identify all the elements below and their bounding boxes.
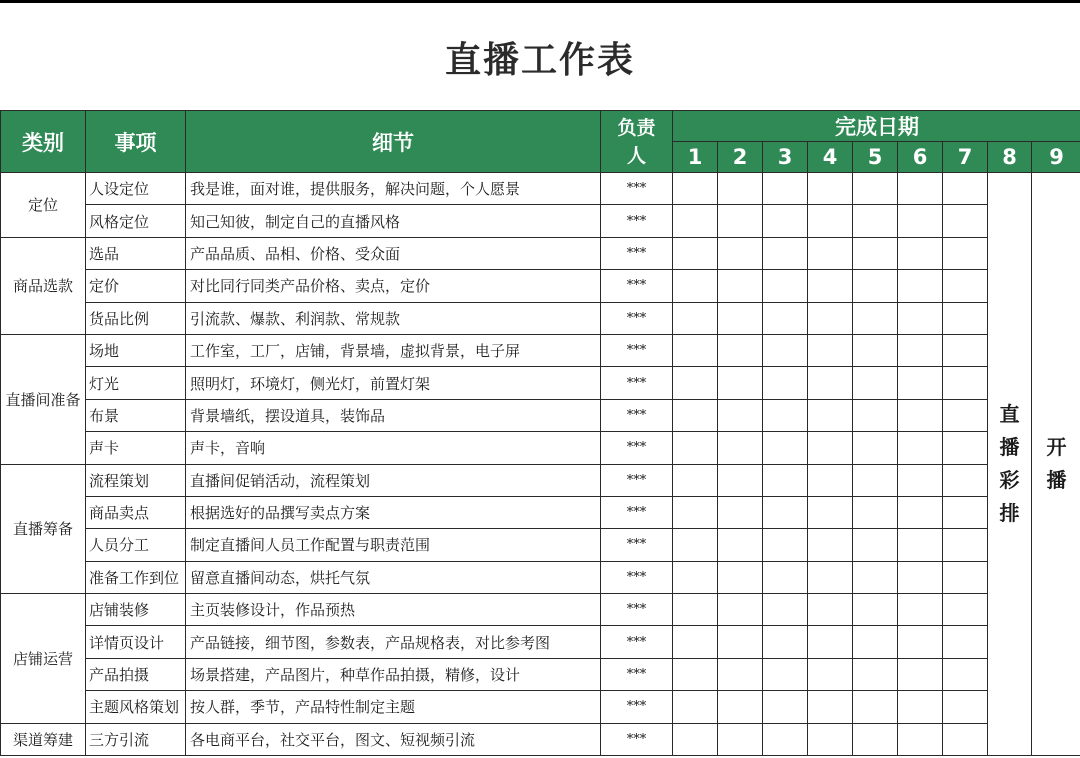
day-6-cell[interactable] <box>898 691 943 723</box>
table-row <box>1 432 1080 464</box>
table-row <box>1 529 1080 561</box>
day-6-cell[interactable] <box>898 334 943 366</box>
day-4-cell[interactable] <box>808 496 853 528</box>
owner-cell: *** <box>601 496 673 528</box>
day-4-cell[interactable] <box>808 691 853 723</box>
table-row <box>1 658 1080 690</box>
day-7-cell[interactable] <box>943 496 988 528</box>
day-7-cell[interactable] <box>943 270 988 302</box>
day-3-cell[interactable] <box>763 205 808 237</box>
day-4-cell[interactable] <box>808 205 853 237</box>
day-5-cell[interactable] <box>853 464 898 496</box>
detail-cell: 对比同行同类产品价格、卖点，定价 <box>186 270 601 302</box>
item-cell: 场地 <box>86 334 186 366</box>
owner-cell: *** <box>601 432 673 464</box>
day-3-cell[interactable] <box>763 691 808 723</box>
detail-cell: 引流款、爆款、利润款、常规款 <box>186 302 601 334</box>
item-cell: 主题风格策划 <box>86 691 186 723</box>
day-3-cell[interactable] <box>763 496 808 528</box>
day-5-cell[interactable] <box>853 270 898 302</box>
day-4-cell[interactable] <box>808 432 853 464</box>
day-7-cell[interactable] <box>943 529 988 561</box>
table-row <box>1 334 1080 366</box>
day-4-cell[interactable] <box>808 561 853 593</box>
day-6-cell[interactable] <box>898 173 943 205</box>
day-1-cell[interactable] <box>673 529 718 561</box>
owner-cell: *** <box>601 691 673 723</box>
item-cell: 选品 <box>86 237 186 269</box>
detail-cell: 留意直播间动态，烘托气氛 <box>186 561 601 593</box>
day-7-cell[interactable] <box>943 205 988 237</box>
owner-cell: *** <box>601 367 673 399</box>
rehearsal-label: 直播彩排 <box>999 402 1020 526</box>
header-completion-date: 完成日期 <box>673 111 1080 142</box>
category-cell: 店铺运营 <box>1 594 86 724</box>
day-3-cell[interactable] <box>763 399 808 431</box>
day-6-cell[interactable] <box>898 432 943 464</box>
day-5-cell[interactable] <box>853 205 898 237</box>
header-item: 事项 <box>86 111 186 173</box>
day-7-cell[interactable] <box>943 464 988 496</box>
day-2-cell[interactable] <box>718 270 763 302</box>
day-8-merged-cell <box>988 173 1032 756</box>
day-7-cell[interactable] <box>943 658 988 690</box>
table-row <box>1 302 1080 334</box>
detail-cell: 制定直播间人员工作配置与职责范围 <box>186 529 601 561</box>
day-1-cell[interactable] <box>673 237 718 269</box>
day-2-cell[interactable] <box>718 205 763 237</box>
day-1-cell[interactable] <box>673 723 718 755</box>
header-category: 类别 <box>1 111 86 173</box>
item-cell: 声卡 <box>86 432 186 464</box>
day-6-cell[interactable] <box>898 561 943 593</box>
day-3-cell[interactable] <box>763 334 808 366</box>
owner-cell: *** <box>601 626 673 658</box>
header-day-4: 4 <box>808 142 853 173</box>
owner-cell: *** <box>601 399 673 431</box>
day-7-cell[interactable] <box>943 367 988 399</box>
day-6-cell[interactable] <box>898 399 943 431</box>
day-4-cell[interactable] <box>808 367 853 399</box>
header-day-8: 8 <box>988 142 1032 173</box>
day-1-cell[interactable] <box>673 302 718 334</box>
day-3-cell[interactable] <box>763 432 808 464</box>
detail-cell: 按人群，季节，产品特性制定主题 <box>186 691 601 723</box>
category-cell: 直播筹备 <box>1 464 86 594</box>
day-3-cell[interactable] <box>763 270 808 302</box>
live-work-table <box>0 110 1080 756</box>
day-4-cell[interactable] <box>808 464 853 496</box>
day-6-cell[interactable] <box>898 723 943 755</box>
item-cell: 定价 <box>86 270 186 302</box>
detail-cell: 场景搭建，产品图片，种草作品拍摄，精修，设计 <box>186 658 601 690</box>
item-cell: 灯光 <box>86 367 186 399</box>
category-cell: 定位 <box>1 173 86 238</box>
detail-cell: 各电商平台，社交平台，图文、短视频引流 <box>186 723 601 755</box>
item-cell: 布景 <box>86 399 186 431</box>
detail-cell: 背景墙纸，摆设道具，装饰品 <box>186 399 601 431</box>
header-day-9: 9 <box>1032 142 1080 173</box>
day-3-cell[interactable] <box>763 626 808 658</box>
day-7-cell[interactable] <box>943 691 988 723</box>
day-5-cell[interactable] <box>853 432 898 464</box>
detail-cell: 工作室，工厂，店铺，背景墙，虚拟背景，电子屏 <box>186 334 601 366</box>
owner-cell: *** <box>601 561 673 593</box>
day-7-cell[interactable] <box>943 626 988 658</box>
day-7-cell[interactable] <box>943 561 988 593</box>
day-2-cell[interactable] <box>718 334 763 366</box>
owner-cell: *** <box>601 237 673 269</box>
day-3-cell[interactable] <box>763 561 808 593</box>
day-4-cell[interactable] <box>808 270 853 302</box>
detail-cell: 产品品质、品相、价格、受众面 <box>186 237 601 269</box>
detail-cell: 照明灯，环境灯，侧光灯，前置灯架 <box>186 367 601 399</box>
day-6-cell[interactable] <box>898 237 943 269</box>
day-1-cell[interactable] <box>673 432 718 464</box>
day-2-cell[interactable] <box>718 626 763 658</box>
day-5-cell[interactable] <box>853 302 898 334</box>
day-4-cell[interactable] <box>808 723 853 755</box>
day-1-cell[interactable] <box>673 334 718 366</box>
day-7-cell[interactable] <box>943 237 988 269</box>
table-row <box>1 237 1080 269</box>
day-9-merged-cell <box>1032 173 1080 756</box>
table-row <box>1 594 1080 626</box>
day-2-cell[interactable] <box>718 432 763 464</box>
sheet-title: 直播工作表 <box>444 39 635 81</box>
day-3-cell[interactable] <box>763 302 808 334</box>
item-cell: 风格定位 <box>86 205 186 237</box>
day-7-cell[interactable] <box>943 594 988 626</box>
table-row <box>1 561 1080 593</box>
day-4-cell[interactable] <box>808 529 853 561</box>
day-3-cell[interactable] <box>763 658 808 690</box>
detail-cell: 主页装修设计，作品预热 <box>186 594 601 626</box>
day-2-cell[interactable] <box>718 367 763 399</box>
detail-cell: 直播间促销活动，流程策划 <box>186 464 601 496</box>
owner-cell: *** <box>601 270 673 302</box>
item-cell: 流程策划 <box>86 464 186 496</box>
day-6-cell[interactable] <box>898 658 943 690</box>
day-1-cell[interactable] <box>673 561 718 593</box>
day-2-cell[interactable] <box>718 496 763 528</box>
day-4-cell[interactable] <box>808 658 853 690</box>
item-cell: 产品拍摄 <box>86 658 186 690</box>
owner-cell: *** <box>601 529 673 561</box>
detail-cell: 产品链接，细节图，参数表，产品规格表，对比参考图 <box>186 626 601 658</box>
day-6-cell[interactable] <box>898 464 943 496</box>
day-4-cell[interactable] <box>808 173 853 205</box>
day-7-cell[interactable] <box>943 399 988 431</box>
day-6-cell[interactable] <box>898 529 943 561</box>
owner-cell: *** <box>601 594 673 626</box>
day-3-cell[interactable] <box>763 529 808 561</box>
owner-cell: *** <box>601 205 673 237</box>
day-6-cell[interactable] <box>898 270 943 302</box>
day-4-cell[interactable] <box>808 237 853 269</box>
day-5-cell[interactable] <box>853 594 898 626</box>
owner-cell: *** <box>601 723 673 755</box>
day-1-cell[interactable] <box>673 464 718 496</box>
owner-cell: *** <box>601 302 673 334</box>
day-3-cell[interactable] <box>763 594 808 626</box>
day-1-cell[interactable] <box>673 658 718 690</box>
header-day-1: 1 <box>673 142 718 173</box>
detail-cell: 根据选好的品撰写卖点方案 <box>186 496 601 528</box>
table-row <box>1 626 1080 658</box>
day-4-cell[interactable] <box>808 399 853 431</box>
day-3-cell[interactable] <box>763 237 808 269</box>
day-5-cell[interactable] <box>853 334 898 366</box>
day-7-cell[interactable] <box>943 302 988 334</box>
item-cell: 人员分工 <box>86 529 186 561</box>
day-5-cell[interactable] <box>853 626 898 658</box>
header-owner <box>601 111 673 173</box>
day-3-cell[interactable] <box>763 464 808 496</box>
day-5-cell[interactable] <box>853 173 898 205</box>
day-6-cell[interactable] <box>898 626 943 658</box>
day-4-cell[interactable] <box>808 626 853 658</box>
day-5-cell[interactable] <box>853 399 898 431</box>
header-owner-line1: 负责 <box>617 116 656 139</box>
day-7-cell[interactable] <box>943 432 988 464</box>
day-3-cell[interactable] <box>763 367 808 399</box>
header-day-7: 7 <box>943 142 988 173</box>
day-7-cell[interactable] <box>943 723 988 755</box>
item-cell: 三方引流 <box>86 723 186 755</box>
day-2-cell[interactable] <box>718 594 763 626</box>
day-6-cell[interactable] <box>898 594 943 626</box>
table-row <box>1 270 1080 302</box>
owner-cell: *** <box>601 334 673 366</box>
day-5-cell[interactable] <box>853 561 898 593</box>
day-2-cell[interactable] <box>718 173 763 205</box>
owner-cell: *** <box>601 658 673 690</box>
day-7-cell[interactable] <box>943 173 988 205</box>
table-body <box>1 173 1080 756</box>
day-1-cell[interactable] <box>673 594 718 626</box>
detail-cell: 我是谁，面对谁，提供服务，解决问题，个人愿景 <box>186 173 601 205</box>
day-3-cell[interactable] <box>763 173 808 205</box>
day-2-cell[interactable] <box>718 658 763 690</box>
day-5-cell[interactable] <box>853 496 898 528</box>
day-5-cell[interactable] <box>853 237 898 269</box>
table-row <box>1 464 1080 496</box>
table-row <box>1 173 1080 205</box>
table-row <box>1 367 1080 399</box>
day-6-cell[interactable] <box>898 302 943 334</box>
go-live-label: 开播 <box>1046 435 1067 493</box>
category-cell: 渠道筹建 <box>1 723 86 755</box>
day-6-cell[interactable] <box>898 496 943 528</box>
day-1-cell[interactable] <box>673 205 718 237</box>
table-row <box>1 691 1080 723</box>
table-row <box>1 205 1080 237</box>
header-day-6: 6 <box>898 142 943 173</box>
day-5-cell[interactable] <box>853 367 898 399</box>
day-4-cell[interactable] <box>808 594 853 626</box>
category-cell: 直播间准备 <box>1 334 86 464</box>
header-day-3: 3 <box>763 142 808 173</box>
item-cell: 准备工作到位 <box>86 561 186 593</box>
table-row <box>1 723 1080 755</box>
owner-cell: *** <box>601 173 673 205</box>
day-1-cell[interactable] <box>673 496 718 528</box>
item-cell: 人设定位 <box>86 173 186 205</box>
day-1-cell[interactable] <box>673 173 718 205</box>
day-2-cell[interactable] <box>718 691 763 723</box>
day-2-cell[interactable] <box>718 237 763 269</box>
header-day-5: 5 <box>853 142 898 173</box>
day-1-cell[interactable] <box>673 399 718 431</box>
day-5-cell[interactable] <box>853 658 898 690</box>
header-detail: 细节 <box>186 111 601 173</box>
day-6-cell[interactable] <box>898 205 943 237</box>
owner-cell: *** <box>601 464 673 496</box>
day-2-cell[interactable] <box>718 399 763 431</box>
header-day-2: 2 <box>718 142 763 173</box>
category-cell: 商品选款 <box>1 237 86 334</box>
detail-cell: 声卡，音响 <box>186 432 601 464</box>
day-5-cell[interactable] <box>853 529 898 561</box>
day-1-cell[interactable] <box>673 691 718 723</box>
table-row <box>1 399 1080 431</box>
item-cell: 店铺装修 <box>86 594 186 626</box>
item-cell: 商品卖点 <box>86 496 186 528</box>
day-2-cell[interactable] <box>718 464 763 496</box>
item-cell: 详情页设计 <box>86 626 186 658</box>
day-1-cell[interactable] <box>673 367 718 399</box>
day-5-cell[interactable] <box>853 723 898 755</box>
detail-cell: 知己知彼，制定自己的直播风格 <box>186 205 601 237</box>
day-2-cell[interactable] <box>718 723 763 755</box>
header-owner-line2: 人 <box>626 144 646 167</box>
day-7-cell[interactable] <box>943 334 988 366</box>
day-5-cell[interactable] <box>853 691 898 723</box>
table-row <box>1 496 1080 528</box>
day-2-cell[interactable] <box>718 529 763 561</box>
day-3-cell[interactable] <box>763 723 808 755</box>
day-2-cell[interactable] <box>718 561 763 593</box>
day-2-cell[interactable] <box>718 302 763 334</box>
day-1-cell[interactable] <box>673 270 718 302</box>
item-cell: 货品比例 <box>86 302 186 334</box>
day-6-cell[interactable] <box>898 367 943 399</box>
day-4-cell[interactable] <box>808 302 853 334</box>
day-4-cell[interactable] <box>808 334 853 366</box>
day-1-cell[interactable] <box>673 626 718 658</box>
